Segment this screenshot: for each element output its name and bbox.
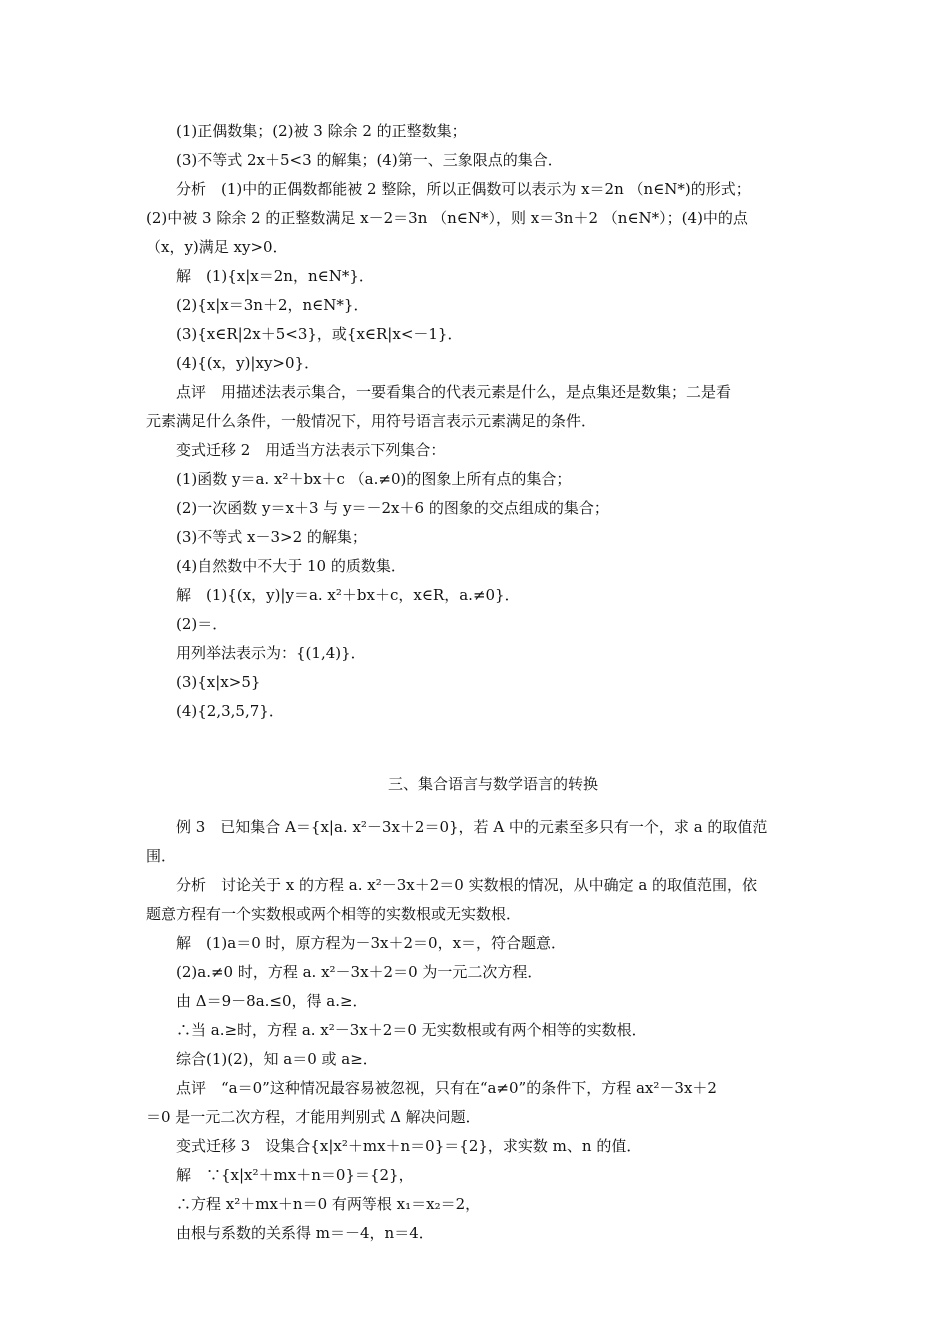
solution-block-2 (146, 117, 810, 726)
text-line: 元素满足什么条件，一般情况下，用符号语言表示元素满足的条件． (146, 412, 597, 430)
text-line: (2)一次函数 y＝x＋3 与 y＝－2x＋6 的图象的交点组成的集合； (176, 499, 609, 517)
document-content (146, 117, 810, 1248)
text-line: (4){2,3,5,7}． (176, 702, 284, 720)
text-line: (2)a.≠0 时，方程 a. x²－3x＋2＝0 为一元二次方程． (176, 963, 543, 981)
text-line: 由 Δ＝9－8a.≤0，得 a.≥． (176, 992, 368, 1010)
text-line: (3){x|x>5} (176, 673, 261, 691)
text-line: (1)函数 y＝a. x²＋bx＋c （a.≠0)的图象上所有点的集合； (176, 470, 572, 488)
text-line: 变式迁移 2 用适当方法表示下列集合： (176, 441, 446, 459)
solution-block-3 (146, 813, 810, 1248)
text-line: 分析 (1)中的正偶数都能被 2 整除，所以正偶数可以表示为 x＝2n （n∈N*)的形式； (176, 180, 751, 198)
text-line: （x，y)满足 xy>0． (146, 238, 288, 256)
text-line: (3)不等式 x－3>2 的解集； (176, 528, 367, 546)
text-line: ∴方程 x²＋mx＋n＝0 有两等根 x₁＝x₂＝2， (176, 1195, 481, 1213)
text-line: (3)不等式 2x＋5<3 的解集；(4)第一、三象限点的集合． (176, 151, 563, 169)
text-line: (2)中被 3 除余 2 的正整数满足 x－2＝3n （n∈N*），则 x＝3n＋2 （n∈N*）；(4)中的点 (146, 209, 748, 227)
text-line: 用列举法表示为：{(1,4)}． (176, 644, 366, 662)
text-line: 点评 用描述法表示集合，一要看集合的代表元素是什么，是点集还是数集；二是看 (176, 383, 732, 401)
text-line: (4)自然数中不大于 10 的质数集． (176, 557, 406, 575)
text-line: (1)正偶数集；(2)被 3 除余 2 的正整数集； (176, 122, 467, 140)
text-line: (2)＝． (176, 615, 228, 633)
text-line: 解 (1){x|x＝2n，n∈N*}． (176, 267, 374, 285)
text-line: (3){x∈R|2x＋5<3}，或{x∈R|x<－1}． (176, 325, 463, 343)
text-line: 综合(1)(2)，知 a＝0 或 a≥． (176, 1050, 378, 1068)
text-line: 分析 讨论关于 x 的方程 a. x²－3x＋2＝0 实数根的情况，从中确定 a 的取值范围，依 (176, 876, 758, 894)
text-line: 变式迁移 3 设集合{x|x²＋mx＋n＝0}＝{2}，求实数 m、n 的值． (176, 1137, 642, 1155)
text-line: (4){(x，y)|xy>0}． (176, 354, 320, 372)
text-line: 题意方程有一个实数根或两个相等的实数根或无实数根． (146, 905, 522, 923)
text-line: 由根与系数的关系得 m＝－4，n＝4． (176, 1224, 434, 1242)
text-line: 围． (146, 847, 177, 865)
text-line: 例 3 已知集合 A＝{x|a. x²－3x＋2＝0}，若 A 中的元素至多只有一个，求 a 的取值范 (176, 818, 768, 836)
section-title: 三、集合语言与数学语言的转换 (387, 775, 598, 793)
text-line: ＝0 是一元二次方程，才能用判别式 Δ 解决问题． (146, 1108, 481, 1126)
section-gap (146, 726, 810, 770)
text-line: 解 (1)a＝0 时，原方程为－3x＋2＝0，x＝，符合题意． (176, 934, 567, 952)
text-line: 解 (1){(x，y)|y＝a. x²＋bx＋c，x∈R，a.≠0}． (176, 586, 520, 604)
text-line: (2){x|x＝3n＋2，n∈N*}． (176, 296, 369, 314)
text-line: 解 ∵{x|x²＋mx＋n＝0}＝{2}， (176, 1166, 414, 1184)
text-line: 点评 “a＝0”这种情况最容易被忽视，只有在“a≠0”的条件下，方程 ax²－3x＋2 (176, 1079, 717, 1097)
text-line: ∴当 a.≥时，方程 a. x²－3x＋2＝0 无实数根或有两个相等的实数根． (176, 1021, 647, 1039)
